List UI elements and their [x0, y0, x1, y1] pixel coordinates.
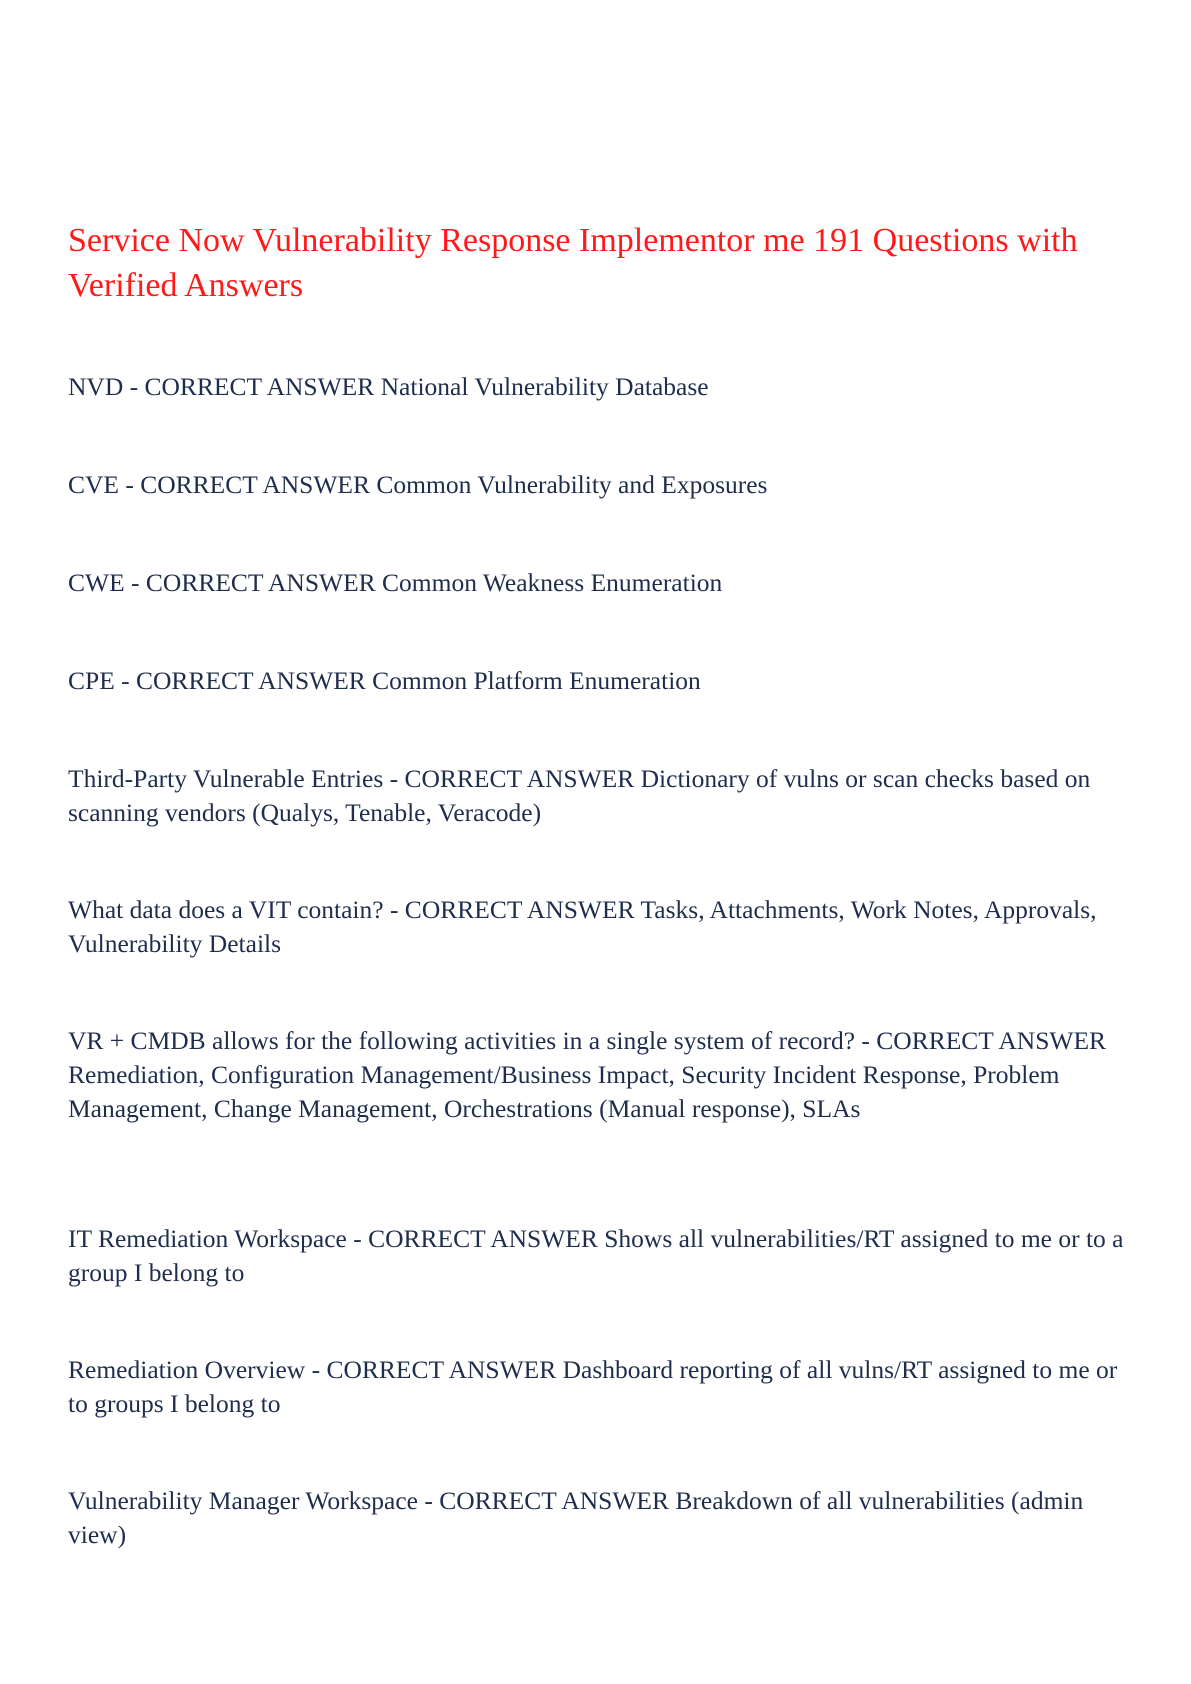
document-title: Service Now Vulnerability Response Implementor me 191 Questions with Verified Answers — [68, 222, 1078, 304]
qa-entry-vit-data: What data does a VIT contain? - CORRECT ANSWER Tasks, Attachments, Work Notes, Approvals, Vulnerability Details — [68, 895, 1097, 958]
qa-entry-vulnerability-manager-workspace: Vulnerability Manager Workspace - CORRECT ANSWER Breakdown of all vulnerabilities (admin view) — [68, 1486, 1084, 1549]
qa-entry-third-party-vulnerable-entries: Third-Party Vulnerable Entries - CORRECT ANSWER Dictionary of vulns or scan checks based on scanning vendors (Qualys, Tenable, Veracode) — [68, 764, 1091, 827]
qa-entry-cpe: CPE - CORRECT ANSWER Common Platform Enumeration — [68, 666, 701, 695]
qa-entry-cve: CVE - CORRECT ANSWER Common Vulnerability and Exposures — [68, 470, 768, 499]
qa-entry-cwe: CWE - CORRECT ANSWER Common Weakness Enumeration — [68, 568, 723, 597]
qa-entry-nvd: NVD - CORRECT ANSWER National Vulnerability Database — [68, 372, 709, 401]
qa-entry-vr-cmdb: VR + CMDB allows for the following activities in a single system of record? - CORRECT ANSWER Remediation, Configuration Management/Business Impact, Security Incident Response, Problem Management, Change Management, Orchestrations (Manual response), SLAs — [68, 1026, 1107, 1123]
qa-entry-remediation-overview: Remediation Overview - CORRECT ANSWER Dashboard reporting of all vulns/RT assigned to me or to groups I belong to — [68, 1355, 1118, 1418]
qa-entry-it-remediation-workspace: IT Remediation Workspace - CORRECT ANSWER Shows all vulnerabilities/RT assigned to me or to a group I belong to — [68, 1224, 1124, 1287]
